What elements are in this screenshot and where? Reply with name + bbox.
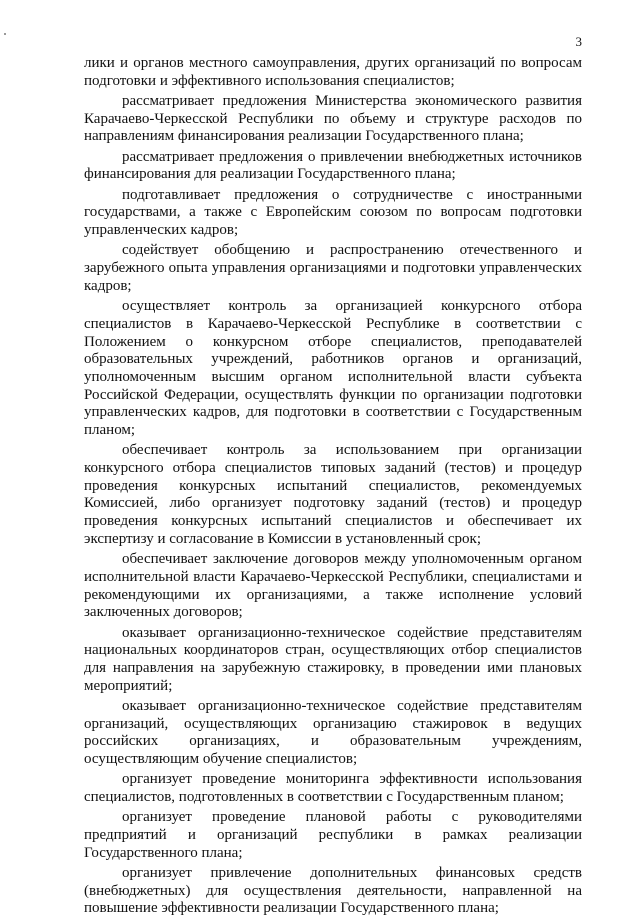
paragraph-selection-control: осуществляет контроль за организацией конкурсного отбора специалистов в Карачаево-Черкесской Республике в соответствии с Положением о конкурсном отборе специалистов, преподавателей образовательных учреждений, работников органов и организаций, уполномоченным высшим органом исполнительной власти субъекта Российской Федерации, осуществлять функции по организации подготовки управленческих кадров, для подготовки в соответствии с Государственным планом; [84, 298, 582, 439]
scan-artifact [4, 33, 6, 35]
page-number: 3 [575, 34, 582, 49]
paragraph-national-coordinators: оказывает организационно-техническое содействие представителям национальных координаторов стран, осуществляющих отбор специалистов для направления на зарубежную стажировку, в проведении ими плановых мероприятий; [84, 624, 582, 694]
paragraph-monitoring: организует проведение мониторинга эффективности использования специалистов, подготовленных в соответствии с Государственным планом; [84, 771, 582, 806]
paragraph-contracts: обеспечивает заключение договоров между уполномоченным органом исполнительной власти Карачаево-Черкесской Республики, специалистами и рекомендующими их организациями, а также исполнение условий заключенных договоров; [84, 551, 582, 621]
paragraph-internship-support: оказывает организационно-техническое содействие представителям организаций, осуществляющих организацию стажировок в ведущих российских организациях, и образовательным учреждениям, осуществляющим обучение специалистов; [84, 697, 582, 768]
paragraph-continuation: лики и органов местного самоуправления, других организаций по вопросам подготовки и эффективного использования специалистов; [84, 55, 582, 89]
paragraph-experience-sharing: содействует обобщению и распространению отечественного и зарубежного опыта управления организациями и подготовки управленческих кадров; [84, 242, 582, 294]
paragraph-test-control: обеспечивает контроль за использованием при организации конкурсного отбора специалистов типовых заданий (тестов) и процедур проведения конкурсных испытаний специалистов, рекомендуемых Комиссией, либо организует подготовку заданий (тестов) и процедур проведения конкурсных испытаний специалистов и обеспечивает их экспертизу и согласование в Комиссии в установленный срок; [84, 442, 582, 547]
paragraph-extrabudgetary-sources: рассматривает предложения о привлечении внебюджетных источников финансирования для реализации Государственного плана; [84, 148, 582, 183]
paragraph-additional-funding: организует привлечение дополнительных финансовых средств (внебюджетных) для осуществления деятельности, направленной на повышение эффективности реализации Государственного плана; [84, 865, 582, 917]
paragraph-planned-work: организует проведение плановой работы с руководителями предприятий и организаций республики в рамках реализации Государственного плана; [84, 809, 582, 861]
paragraph-economic-proposals: рассматривает предложения Министерства экономического развития Карачаево-Черкесской Республики по объему и структуре расходов по направлениям финансирования реализации Государственного плана; [84, 93, 582, 145]
paragraph-foreign-cooperation: подготавливает предложения о сотрудничестве с иностранными государствами, а также с Европейским союзом по вопросам подготовки управленческих кадров; [84, 186, 582, 239]
document-body [84, 55, 582, 918]
